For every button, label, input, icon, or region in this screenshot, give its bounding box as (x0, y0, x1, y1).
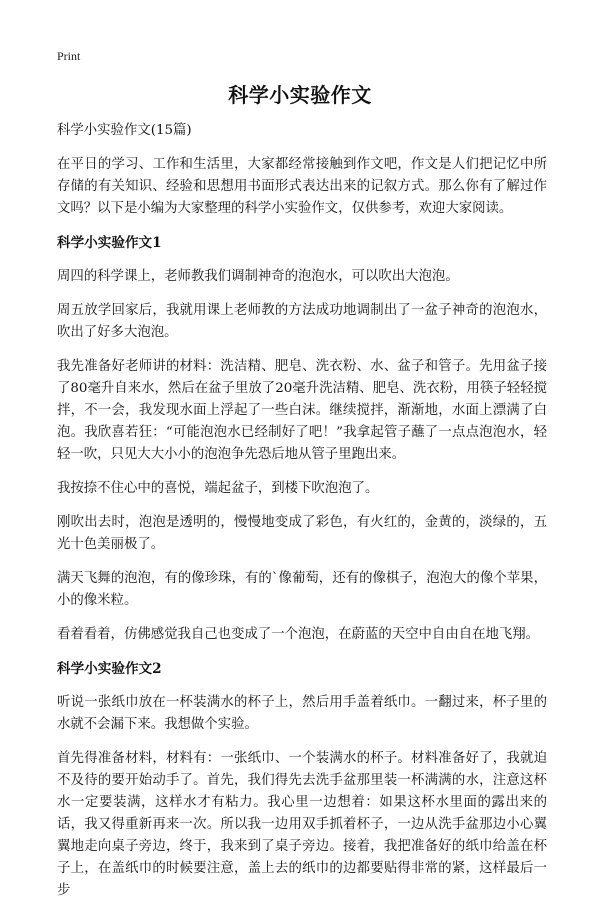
print-link[interactable]: Print (57, 49, 81, 63)
section-1-paragraph-6: 满天飞舞的泡泡，有的像珍珠，有的`像葡萄，还有的像棋子，泡泡大的像个苹果，小的像米粒。 (57, 571, 547, 608)
section-1-paragraph-1: 周四的科学课上，老师教我们调制神奇的泡泡水，可以吹出大泡泡。 (57, 269, 459, 284)
section-1-paragraph-7: 看着看着，仿佛感觉我自己也变成了一个泡泡，在蔚蓝的天空中自由自在地飞翔。 (57, 627, 540, 642)
section-1-paragraph-5: 刚吹出去时，泡泡是透明的，慢慢地变成了彩色，有火红的，金黄的，淡绿的，五光十色美丽极了。 (57, 515, 547, 552)
document-body (57, 120, 547, 914)
document-subtitle: 科学小实验作文(15篇) (57, 123, 192, 138)
section-heading-2: 科学小实验作文2 (57, 661, 162, 677)
section-heading-1: 科学小实验作文1 (57, 235, 162, 251)
intro-paragraph: 在平日的学习、工作和生活里，大家都经常接触到作文吧，作文是人们把记忆中所存储的有关知识、经验和思想用书面形式表达出来的记叙方式。那么你有了解过作文吗？以下是小编为大家整理的科学小实验作文，仅供参考，欢迎大家阅读。 (57, 157, 547, 216)
section-2-paragraph-1: 听说一张纸巾放在一杯装满水的杯子上，然后用手盖着纸巾。一翻过来，杯子里的水就不会漏下来。我想做个实验。 (57, 695, 547, 732)
section-1-paragraph-3: 我先准备好老师讲的材料：洗洁精、肥皂、洗衣粉、水、盆子和管子。先用盆子接了80毫升自来水，然后在盆子里放了20毫升洗洁精、肥皂、洗衣粉，用筷子轻轻搅拌，不一会，我发现水面上浮起了一些白沫。继续搅拌，渐渐地，水面上漂满了白泡。我欣喜若狂：“可能泡泡水已经制好了吧！”我拿起管子蘸了一点点泡泡水，轻轻一吹，只见大大小小的泡泡争先恐后地从管子里跑出来。 (57, 359, 547, 462)
section-1-paragraph-2: 周五放学回家后，我就用课上老师教的方法成功地调制出了一盆子神奇的泡泡水，吹出了好多大泡泡。 (57, 303, 547, 340)
section-2-paragraph-2: 首先得准备材料，材料有：一张纸巾、一个装满水的杯子。材料准备好了，我就迫不及待的要开始动手了。首先，我们得先去洗手盆那里装一杯满满的水，注意这杯水一定要装满，这样水才有粘力。我心里一边想着：如果这杯水里面的露出来的话，我又得重新再来一次。所以我一边用双手抓着杯子，一边从洗手盆那边小心翼翼地走向桌子旁边，终于，我来到了桌子旁边。接着，我把准备好的纸巾给盖在杯子上，在盖纸巾的时候要注意，盖上去的纸巾的边都要贴得非常的紧，这样最后一步 (57, 751, 547, 898)
section-1-paragraph-4: 我按捺不住心中的喜悦，端起盆子，到楼下吹泡泡了。 (57, 481, 379, 496)
document-title: 科学小实验作文 (228, 83, 372, 107)
